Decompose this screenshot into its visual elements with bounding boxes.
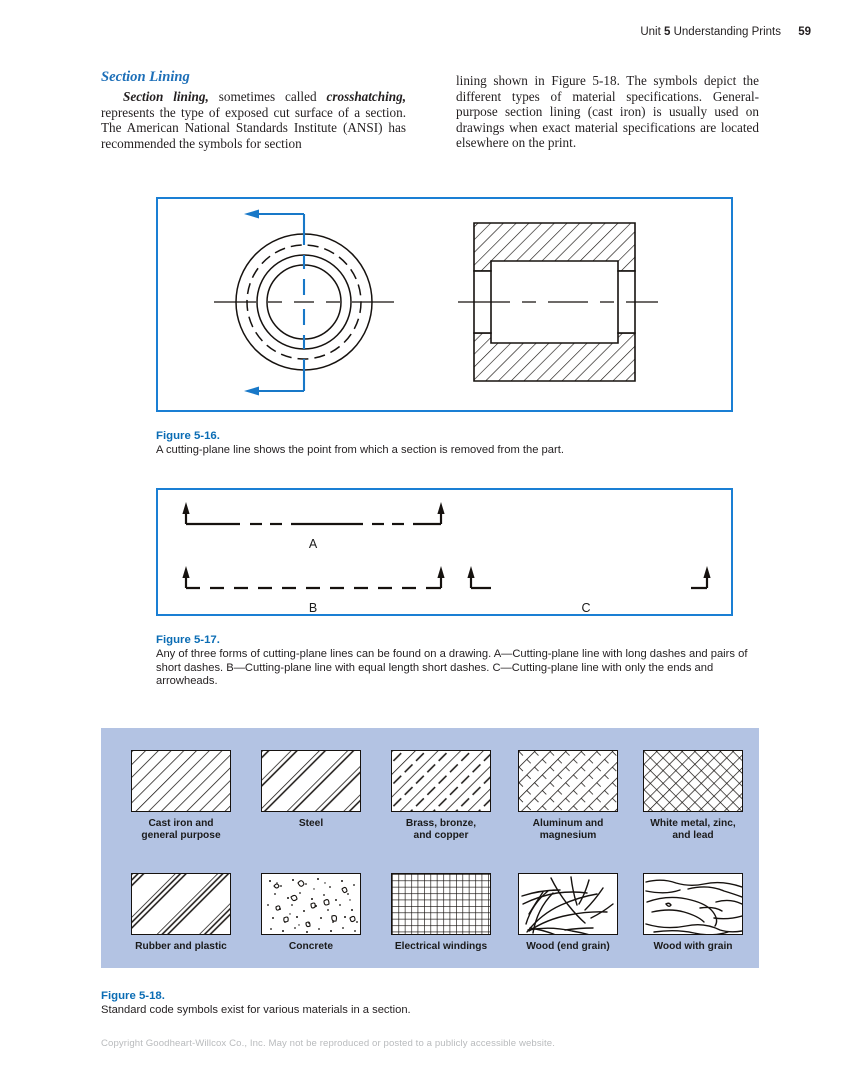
material-label-rubber-line1: Rubber and plastic [135,941,227,952]
swatch-brass [391,750,491,812]
material-label-aluminum-line1: Aluminum and [532,818,604,829]
line-B-arrowhead-left [182,566,189,578]
running-head [0,26,811,38]
material-label-white-metal-line2: and lead [672,830,714,842]
material-label-steel-line1: Steel [298,818,324,829]
section-heading: Section Lining [101,69,190,85]
copyright-notice: Copyright Goodheart-Willcox Co., Inc. May not be reproduced or posted to a publicly accessible website. [101,1038,555,1049]
figure-5-16-caption-text: A cutting-plane line shows the point from which a section is removed from the part. [156,444,564,457]
material-label-wood-with-grain-line1: Wood with grain [653,941,733,952]
figure-5-17-drawing [158,490,731,614]
section-lower-wall [474,333,635,381]
line-C-arrowhead-right [703,566,710,578]
cutting-plane-arrowhead-bottom [244,387,259,396]
swatch-rubber [131,873,231,935]
running-head-unit-number: 5 [663,26,671,38]
figure-5-17-label-C: C [581,601,591,614]
material-label-aluminum-line2: magnesium [539,830,597,842]
figure-5-17-caption-title: Figure 5-17. [156,634,220,646]
cutting-plane-line-C [471,574,707,588]
material-label-concrete-line1: Concrete [288,941,334,952]
material-cell-aluminum [506,750,630,843]
material-label-electrical-windings-line1: Electrical windings [394,941,488,952]
line-A-arrowhead-left [182,502,189,514]
swatch-concrete [261,873,361,935]
body-right-column [456,73,759,151]
cutting-plane-line-B [186,574,441,588]
swatch-steel [261,750,361,812]
material-label-white-metal-line1: White metal, zinc, [650,818,736,829]
figure-5-18-caption-text: Standard code symbols exist for various materials in a section. [101,1004,411,1017]
swatch-electrical-windings [391,873,491,935]
material-symbol-grid [101,728,759,968]
figure-5-17-caption [156,634,756,689]
left-paragraph-mid: sometimes called [208,89,327,104]
figure-5-18-caption [101,990,721,1018]
material-cell-white-metal [631,750,755,843]
running-head-unit-title: Understanding Prints [673,26,781,38]
material-label-wood-end-grain-line1: Wood (end grain) [526,941,610,952]
term-section-lining: Section lining, [123,89,209,104]
line-A-arrowhead-right [437,502,444,514]
left-column-paragraph [101,89,406,151]
right-column-paragraph: lining shown in Figure 5-18. The symbols depict the different types of material specifications. General-purpose section lining (cast iron) is usually used on drawings when exact material specifications are located elsewhere on the print. [456,73,759,151]
left-paragraph-rest: represents the type of exposed cut surface of a section. The American National Standards Institute (ANSI) has recommended the symbols for section [101,104,406,151]
swatch-white-metal [643,750,743,812]
line-C-arrowhead-left [467,566,474,578]
material-label-cast-iron-line1: Cast iron and [148,818,214,829]
page-number: 59 [798,26,811,38]
wood-with-grain-lines [644,874,743,935]
material-cell-wood-with-grain [631,873,755,953]
section-upper-wall [474,223,635,271]
figure-5-17-label-A: A [308,537,318,551]
cutting-plane-arrowhead-top [244,210,259,219]
material-cell-wood-end-grain [506,873,630,953]
material-cell-steel [249,750,373,830]
material-cell-concrete [249,873,373,953]
concrete-stipple [262,874,361,935]
body-left-column [101,69,406,151]
term-crosshatching: crosshatching, [326,89,406,104]
figure-5-17-frame [156,488,733,616]
figure-5-17-label-B: B [308,601,318,614]
figure-5-16-caption-title: Figure 5-16. [156,430,220,442]
swatch-wood-with-grain [643,873,743,935]
figure-5-17-caption-text: Any of three forms of cutting-plane lines can be found on a drawing. A—Cutting-plane line with long dashes and pairs of short dashes. B—Cutting-plane line with equal length short dashes. C—Cutting-plane line with only the ends and arrowheads. [156,648,748,688]
figure-5-16-frame [156,197,733,412]
cutting-plane-line-A [186,510,441,524]
material-cell-cast-iron [119,750,243,843]
figure-5-16-caption [156,430,756,458]
material-label-brass-line1: Brass, bronze, [405,818,477,829]
material-label-cast-iron-line2: general purpose [141,830,221,842]
swatch-aluminum [518,750,618,812]
swatch-wood-end-grain [518,873,618,935]
swatch-cast-iron [131,750,231,812]
figure-5-18-caption-title: Figure 5-18. [101,990,165,1002]
wood-end-grain-lines [519,874,618,935]
line-B-arrowhead-right [437,566,444,578]
material-label-brass-line2: and copper [413,830,469,842]
material-cell-electrical-windings [379,873,503,953]
material-cell-rubber [119,873,243,953]
figure-5-18-panel [101,728,759,968]
figure-5-16-drawing [158,199,731,410]
material-cell-brass [379,750,503,843]
running-head-unit-word: Unit [640,26,661,38]
